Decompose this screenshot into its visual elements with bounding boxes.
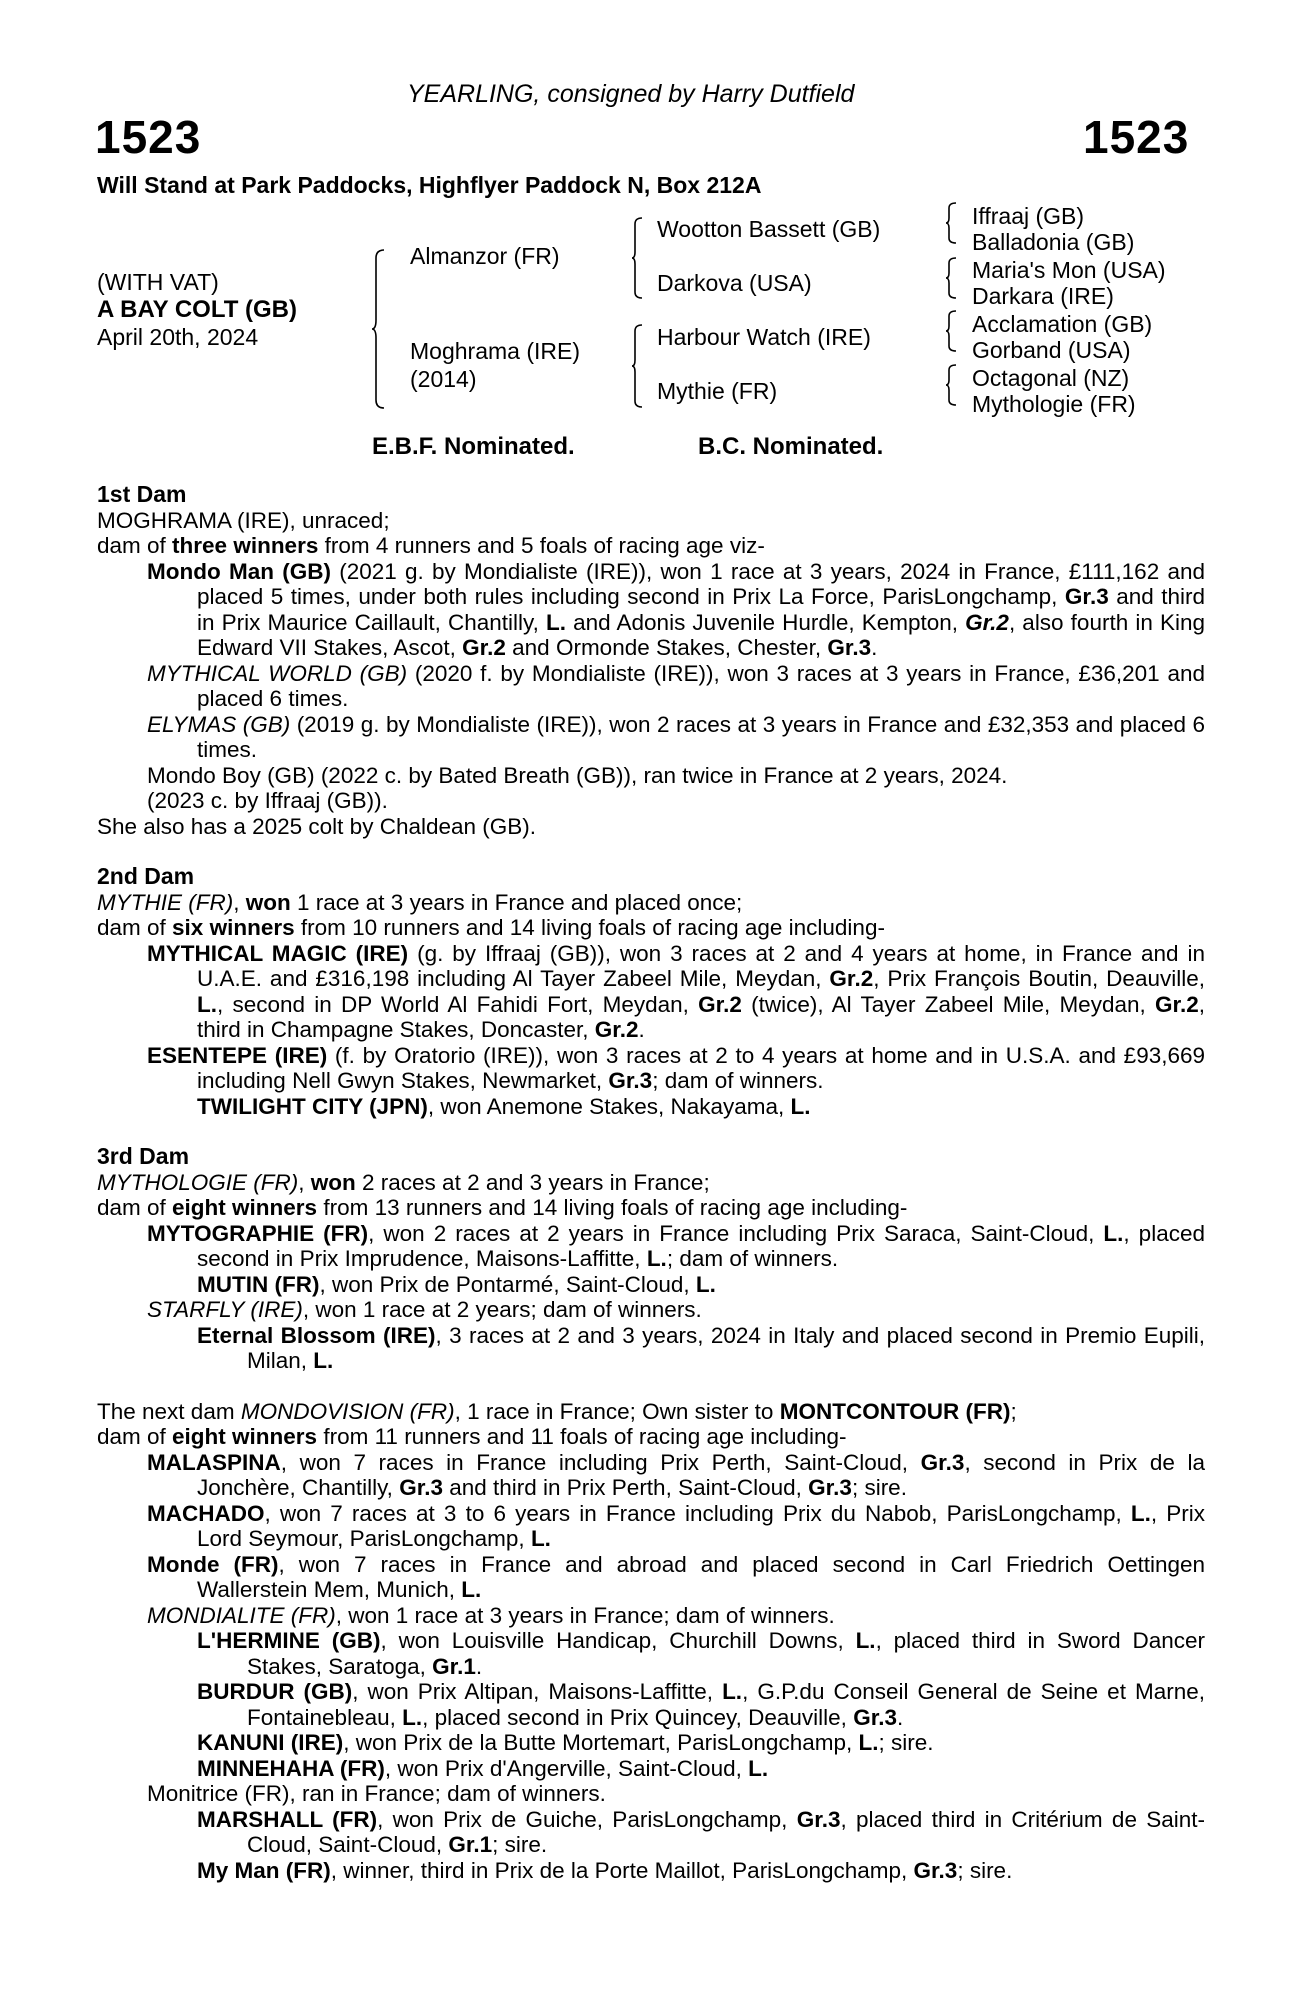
next-dam-produce-9: Monitrice (FR), ran in France; dam of winners. <box>147 1781 606 1806</box>
pedigree-gg4: Darkara (IRE) <box>972 283 1114 309</box>
first-dam-produce-3: ELYMAS (GB) (2019 g. by Mondialiste (IRE)), won 2 races at 3 years in France and £32,353 and placed 6 times. <box>147 711 1205 762</box>
first-dam-also: She also has a 2025 colt by Chaldean (GB). <box>97 813 537 839</box>
pedigree-gg1: Iffraaj (GB) <box>972 203 1085 229</box>
ebf-nomination: E.B.F. Nominated. <box>372 433 575 460</box>
first-dam-intro: MOGHRAMA (IRE), unraced; <box>97 507 390 533</box>
pedigree-bracket-gg1 <box>946 203 958 243</box>
next-dam-produce-3: Monde (FR), won 7 races in France and abroad and placed second in Carl Friedrich Oettingen Wallerstein Mem, Munich, L. <box>147 1551 1206 1602</box>
pedigree-notes <box>97 482 1205 1883</box>
third-dam-heading: 3rd Dam <box>97 1143 190 1169</box>
third-dam-produce-2: MUTIN (FR), won Prix de Pontarmé, Saint-Cloud, L. <box>197 1271 716 1297</box>
next-dam-produce-11: My Man (FR), winner, third in Prix de la Porte Maillot, ParisLongchamp, Gr.3; sire. <box>197 1857 1013 1883</box>
second-dam-summary: dam of six winners from 10 runners and 14 living foals of racing age including- <box>97 915 885 940</box>
next-dam-intro: The next dam MONDOVISION (FR), 1 race in France; Own sister to MONTCONTOUR (FR); <box>97 1398 1017 1424</box>
next-dam-produce-4: MONDIALITE (FR), won 1 race at 3 years in France; dam of winners. <box>147 1602 835 1628</box>
pedigree-bracket-gg4 <box>946 365 958 405</box>
pedigree-dam-dam: Mythie (FR) <box>657 378 778 404</box>
second-dam-produce-3: TWILIGHT CITY (JPN), won Anemone Stakes, Nakayama, L. <box>197 1093 811 1119</box>
vat-note: (WITH VAT) <box>97 269 219 295</box>
first-dam-produce-2: MYTHICAL WORLD (GB) (2020 f. by Mondialiste (IRE)), won 3 races at 3 years in France, £36,201 and placed 6 times. <box>147 660 1205 711</box>
third-dam-produce-3: STARFLY (IRE), won 1 race at 2 years; dam of winners. <box>147 1297 702 1322</box>
horse-dob: April 20th, 2024 <box>97 324 259 350</box>
horse-name: A BAY COLT (GB) <box>97 296 298 323</box>
next-dam-produce-6: BURDUR (GB), won Prix Altipan, Maisons-Laffitte, L., G.P.du Conseil General de Seine et Marne, Fontainebleau, L., placed second in Prix Quincey, Deauville, Gr.3. <box>197 1679 1205 1730</box>
next-dam-produce-5: L'HERMINE (GB), won Louisville Handicap, Churchill Downs, L., placed third in Sword Dancer Stakes, Saratoga, Gr.1. <box>197 1628 1206 1679</box>
pedigree-gg6: Gorband (USA) <box>972 337 1131 363</box>
next-dam-summary: dam of eight winners from 11 runners and 11 foals of racing age including- <box>97 1424 847 1449</box>
stand-location: Will Stand at Park Paddocks, Highflyer Paddock N, Box 212A <box>97 172 762 198</box>
third-dam-summary: dam of eight winners from 13 runners and 14 living foals of racing age including- <box>97 1195 908 1220</box>
first-dam-heading: 1st Dam <box>97 481 187 507</box>
pedigree-gg3: Maria's Mon (USA) <box>972 257 1166 283</box>
first-dam-produce-5: (2023 c. by Iffraaj (GB)). <box>147 788 388 813</box>
pedigree-dam-sire: Harbour Watch (IRE) <box>657 324 871 350</box>
next-dam-produce-1: MALASPINA, won 7 races in France including Prix Perth, Saint-Cloud, Gr.3, second in Prix de la Jonchère, Chantilly, Gr.3 and third in Prix Perth, Saint-Cloud, Gr.3; sire. <box>147 1449 1205 1500</box>
third-dam-produce-4: Eternal Blossom (IRE), 3 races at 2 and 3 years, 2024 in Italy and placed second in Premio Eupili, Milan, L. <box>197 1322 1206 1373</box>
pedigree-bracket-dam <box>632 325 644 407</box>
second-dam-heading: 2nd Dam <box>97 863 195 889</box>
next-dam-produce-7: KANUNI (IRE), won Prix de la Butte Mortemart, ParisLongchamp, L.; sire. <box>197 1730 934 1755</box>
first-dam-produce-4: Mondo Boy (GB) (2022 c. by Bated Breath (GB)), ran twice in France at 2 years, 2024. <box>147 762 1008 788</box>
pedigree-gg5: Acclamation (GB) <box>972 311 1153 337</box>
pedigree-sire-sire: Wootton Bassett (GB) <box>657 216 881 242</box>
bc-nomination: B.C. Nominated. <box>698 433 884 460</box>
pedigree-dam-year: (2014) <box>410 366 477 392</box>
consignor-subtitle: YEARLING, consigned by Harry Dutfield <box>407 80 855 108</box>
pedigree-dam: Moghrama (IRE) <box>410 338 580 364</box>
pedigree-bracket-gg2 <box>946 258 958 298</box>
next-dam-produce-10: MARSHALL (FR), won Prix de Guiche, ParisLongchamp, Gr.3, placed third in Critérium de Saint-Cloud, Saint-Cloud, Gr.1; sire. <box>197 1806 1206 1857</box>
first-dam-summary: dam of three winners from 4 runners and 5 foals of racing age viz- <box>97 533 765 558</box>
second-dam-intro: MYTHIE (FR), won 1 race at 3 years in France and placed once; <box>97 889 743 915</box>
third-dam-intro: MYTHOLOGIE (FR), won 2 races at 2 and 3 years in France; <box>97 1169 710 1195</box>
first-dam-produce-1: Mondo Man (GB) (2021 g. by Mondialiste (IRE)), won 1 race at 3 years, 2024 in France, £111,162 and placed 5 times, under both rules including second in Prix La Force, ParisLongchamp, Gr.3 and third in Prix Maurice Caillault, Chantilly, L. and Adonis Juvenile Hurdle, Kempton, Gr.2, also fourth in King Edward VII Stakes, Ascot, Gr.2 and Ormonde Stakes, Chester, Gr.3. <box>147 558 1206 660</box>
pedigree-gg7: Octagonal (NZ) <box>972 365 1130 391</box>
pedigree-bracket-sire <box>632 218 644 298</box>
next-dam-produce-8: MINNEHAHA (FR), won Prix d'Angerville, Saint-Cloud, L. <box>197 1755 769 1781</box>
lot-number-left: 1523 <box>95 111 202 163</box>
second-dam-produce-2: ESENTEPE (IRE) (f. by Oratorio (IRE)), won 3 races at 2 to 4 years at home and in U.S.A. and £93,669 including Nell Gwyn Stakes, Newmarket, Gr.3; dam of winners. <box>147 1042 1206 1093</box>
second-dam-produce-1: MYTHICAL MAGIC (IRE) (g. by Iffraaj (GB)), won 3 races at 2 and 4 years at home, in France and in U.A.E. and £316,198 including Al Tayer Zabeel Mile, Meydan, Gr.2, Prix François Boutin, Deauville, L., second in DP World Al Fahidi Fort, Meydan, Gr.2 (twice), Al Tayer Zabeel Mile, Meydan, Gr.2, third in Champagne Stakes, Doncaster, Gr.2. <box>147 940 1206 1042</box>
pedigree-sire: Almanzor (FR) <box>410 243 560 269</box>
pedigree-sire-dam: Darkova (USA) <box>657 270 812 296</box>
next-dam-produce-2: MACHADO, won 7 races at 3 to 6 years in France including Prix du Nabob, ParisLongchamp, L., Prix Lord Seymour, ParisLongchamp, L. <box>147 1500 1205 1551</box>
third-dam-produce-1: MYTOGRAPHIE (FR), won 2 races at 2 years in France including Prix Saraca, Saint-Cloud, L., placed second in Prix Imprudence, Maisons-Laffitte, L.; dam of winners. <box>147 1220 1205 1271</box>
pedigree-bracket-main <box>372 250 386 408</box>
lot-number-right: 1523 <box>1083 111 1190 163</box>
pedigree-gg8: Mythologie (FR) <box>972 391 1136 417</box>
pedigree-bracket-gg3 <box>946 311 958 351</box>
pedigree-gg2: Balladonia (GB) <box>972 229 1135 255</box>
